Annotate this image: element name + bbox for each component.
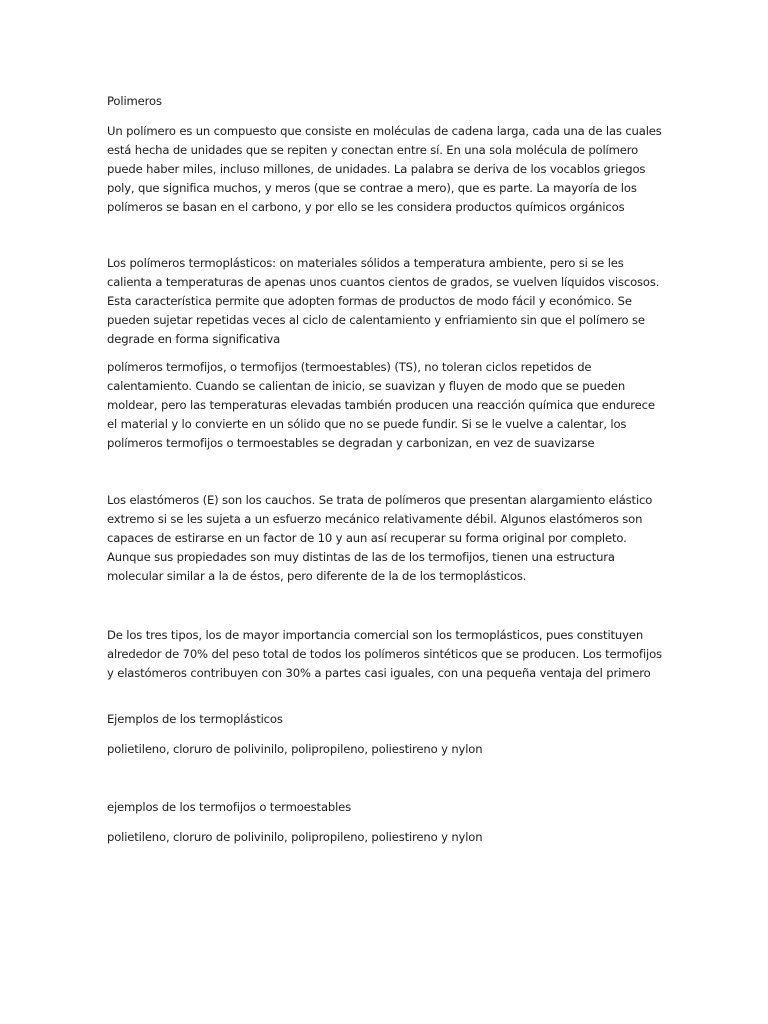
paragraph-commercial-importance: De los tres tipos, los de mayor importancia comercial son los termoplásticos, pues constituyen alrededor de 70% del peso total de todos los polímeros sintéticos que se producen. Los termofijos y elastómeros contribuyen con 30% a partes casi iguales, con una pequeña ventaja del primero bbox=[107, 628, 662, 680]
examples-thermoplastics-list: polietileno, cloruro de polivinilo, polipropileno, poliestireno y nylon bbox=[107, 742, 483, 756]
examples-thermosets-list: polietileno, cloruro de polivinilo, polipropileno, poliestireno y nylon bbox=[107, 830, 483, 844]
paragraph-definition: Un polímero es un compuesto que consiste en moléculas de cadena larga, cada una de las cuales está hecha de unidades que se repiten y conectan entre sí. En una sola molécula de polímero puede haber miles, incluso millones, de unidades. La palabra se deriva de los vocablos griegos poly, que significa muchos, y meros (que se contrae a mero), que es parte. La mayoría de los polímeros se basan en el carbono, y por ello se les considera productos químicos orgánicos bbox=[107, 124, 662, 214]
paragraph-elastomers: Los elastómeros (E) son los cauchos. Se trata de polímeros que presentan alargamiento elástico extremo si se les sujeta a un esfuerzo mecánico relativamente débil. Algunos elastómeros son capaces de estirarse en un factor de 10 y aun así recuperar su forma original por completo. Aunque sus propiedades son muy distintas de las de los termofijos, tienen una estructura molecular similar a la de éstos, pero diferente de la de los termoplásticos. bbox=[107, 493, 653, 583]
examples-thermoplastics-heading: Ejemplos de los termoplásticos bbox=[107, 712, 283, 726]
examples-thermosets-heading: ejemplos de los termofijos o termoestables bbox=[107, 800, 352, 814]
paragraph-thermoplastics: Los polímeros termoplásticos: on materiales sólidos a temperatura ambiente, pero si se les calienta a temperaturas de apenas unos cuantos cientos de grados, se vuelven líquidos viscosos. Esta característica permite que adopten formas de productos de modo fácil y económico. Se pueden sujetar repetidas veces al ciclo de calentamiento y enfriamiento sin que el polímero se degrade en forma significativa bbox=[107, 256, 660, 346]
paragraph-thermosets: polímeros termofijos, o termofijos (termoestables) (TS), no toleran ciclos repetidos de calentamiento. Cuando se calientan de inicio, se suavizan y fluyen de modo que se pueden moldear, pero las temperaturas elevadas también producen una reacción química que endurece el material y lo convierte en un sólido que no se puede fundir. Si se le vuelve a calentar, los polímeros termofijos o termoestables se degradan y carbonizan, en vez de suavizarse bbox=[107, 360, 655, 450]
document-title: Polimeros bbox=[107, 94, 162, 108]
